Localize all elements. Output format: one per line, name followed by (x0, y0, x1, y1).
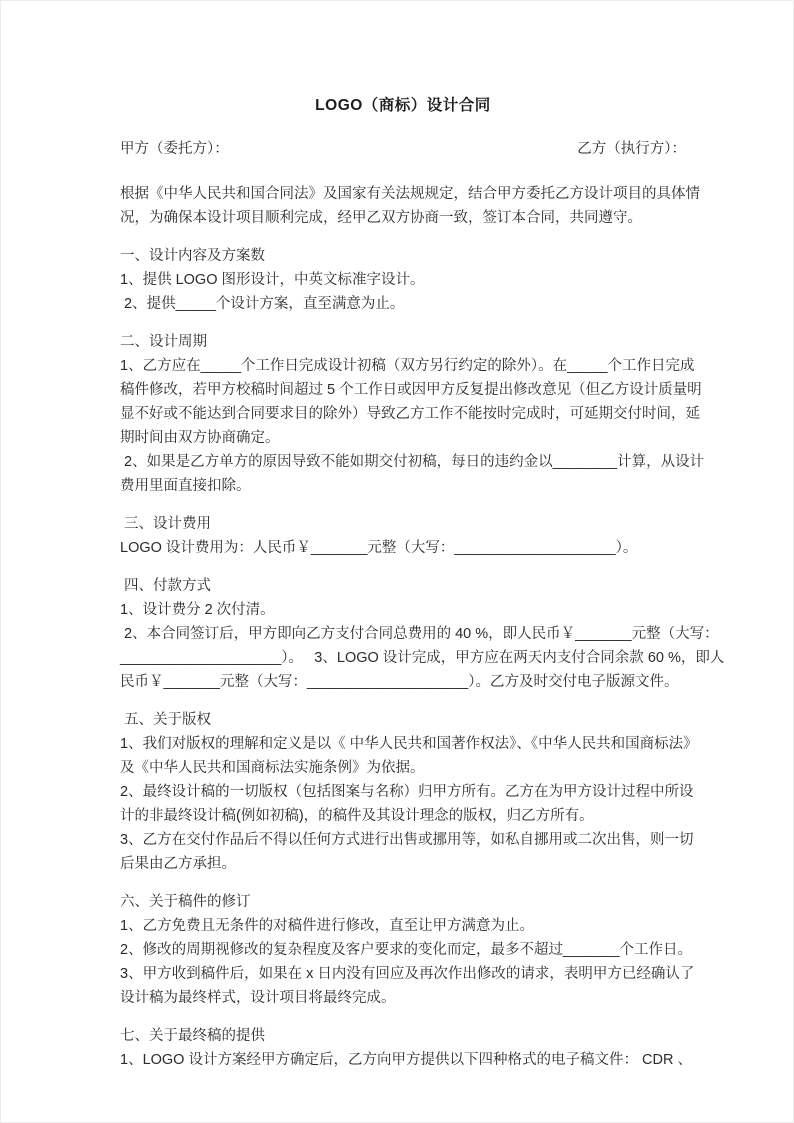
contract-line: 期时间由双方协商确定。 (120, 430, 280, 446)
contract-line: 及《中华人民共和国商标法实施条例》为依据。 (120, 760, 425, 776)
contract-title: LOGO（商标）设计合同 (315, 97, 491, 114)
contract-line: 费用里面直接扣除。 (120, 478, 251, 494)
contract-line: 1、提供 LOGO 图形设计，中英文标准字设计。 (120, 272, 425, 288)
section-design-period (120, 330, 705, 498)
parties-row (120, 137, 686, 161)
party-b-label: 乙方（执行方）： (577, 141, 686, 157)
contract-line: 设计稿为最终样式，设计项目将最终完成。 (120, 990, 396, 1006)
section-heading: 六、关于稿件的修订 (120, 894, 251, 910)
preamble-line: 况，为确保本设计项目顺利完成，经甲乙双方协商一致，签订本合同，共同遵守。 (120, 210, 642, 226)
contract-line: 3、乙方在交付作品后不得以任何方式进行出售或挪用等，如私自挪用或二次出售，则一切 (120, 832, 694, 848)
preamble-line: 根据《中华人民共和国合同法》及国家有关法规规定，结合甲方委托乙方设计项目的具体情 (120, 186, 700, 202)
contract-line: 民币￥_______元整（大写：____________________）。乙方及时交付电子版源文件。 (120, 674, 679, 690)
contract-line: 稿件修改，若甲方校稿时间超过 5 个工作日或因甲方反复提出修改意见（但乙方设计质量明 (120, 382, 702, 398)
section-heading: 七、关于最终稿的提供 (120, 1028, 265, 1044)
section-heading: 四、付款方式 (120, 578, 212, 594)
contract-line: 2、最终设计稿的一切版权（包括图案与名称）归甲方所有。乙方在为甲方设计过程中所设 (120, 784, 694, 800)
section-design-fee (120, 512, 686, 560)
contract-line: 1、乙方免费且无条件的对稿件进行修改，直至让甲方满意为止。 (120, 918, 535, 934)
contract-line: LOGO 设计费用为：人民币￥_______元整（大写：____________________）。 (120, 540, 638, 556)
contract-content (120, 94, 725, 1072)
contract-line: 2、提供_____个设计方案，直至满意为止。 (120, 296, 405, 312)
contract-line: 计的非最终设计稿(例如初稿)，的稿件及其设计理念的版权，归乙方所有。 (120, 808, 594, 824)
section-final-delivery (120, 1024, 692, 1072)
contract-line: 1、设计费分 2 次付清。 (120, 602, 275, 618)
section-heading: 二、设计周期 (120, 334, 207, 350)
contract-line: 3、甲方收到稿件后，如果在 x 日内没有回应及再次作出修改的请求，表明甲方已经确认了 (120, 966, 695, 982)
preamble (120, 182, 700, 230)
contract-line: 后果由乙方承担。 (120, 856, 236, 872)
section-design-content (120, 244, 686, 316)
contract-line: 2、修改的周期视修改的复杂程度及客户要求的变化而定，最多不超过_______个工作日。 (120, 942, 693, 958)
section-heading: 五、关于版权 (120, 712, 212, 728)
contract-line: ____________________）。 3、LOGO 设计完成，甲方应在两天内支付合同余款 60 %，即人 (120, 650, 725, 666)
section-heading: 三、设计费用 (120, 516, 212, 532)
contract-line: 显不好或不能达到合同要求目的除外）导致乙方工作不能按时完成时，可延期交付时间，延 (120, 406, 700, 422)
section-heading: 一、设计内容及方案数 (120, 248, 265, 264)
section-revision (120, 890, 695, 1010)
contract-line: 2、如果是乙方单方的原因导致不能如期交付初稿，每日的违约金以________计算，从设计 (120, 454, 705, 470)
contract-line: 2、本合同签订后，甲方即向乙方支付合同总费用的 40 %，即人民币￥_______元整（大写： (120, 626, 719, 642)
contract-line: 1、LOGO 设计方案经甲方确定后，乙方向甲方提供以下四种格式的电子稿文件： CDR 、 (120, 1052, 692, 1068)
section-copyright (120, 708, 698, 876)
party-a-label: 甲方（委托方）： (120, 141, 229, 157)
section-payment (120, 574, 725, 694)
contract-line: 1、乙方应在_____个工作日完成设计初稿（双方另行约定的除外）。在_____个工作日完成 (120, 358, 695, 374)
contract-line: 1、我们对版权的理解和定义是以《 中华人民共和国著作权法》、《中华人民共和国商标法》 (120, 736, 698, 752)
